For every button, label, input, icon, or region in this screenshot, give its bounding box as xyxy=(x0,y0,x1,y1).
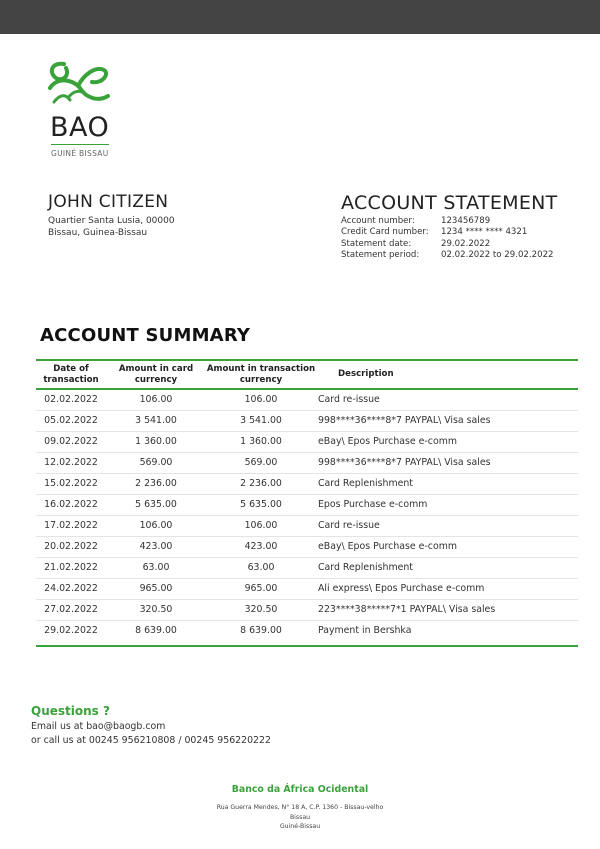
table-row xyxy=(36,537,578,558)
cell-card-amount: 2 236.00 xyxy=(135,477,177,489)
statement-details xyxy=(341,216,554,261)
field-value: 123456789 xyxy=(441,216,491,226)
cell-description: Epos Purchase e-comm xyxy=(318,498,428,510)
header-card-amount: Amount in card currency xyxy=(118,363,194,385)
bao-leaf-logo-icon xyxy=(44,58,114,110)
statement-field-card-number xyxy=(341,227,554,238)
cell-date: 15.02.2022 xyxy=(44,477,98,489)
field-label: Credit Card number: xyxy=(341,227,429,238)
cell-card-amount: 965.00 xyxy=(139,582,173,594)
cell-tx-amount: 965.00 xyxy=(244,582,278,594)
header-date: Date of transaction xyxy=(43,363,99,385)
cell-description: eBay\ Epos Purchase e-comm xyxy=(318,435,457,447)
cell-description: eBay\ Epos Purchase e-comm xyxy=(318,540,457,552)
cell-date: 24.02.2022 xyxy=(44,582,98,594)
cell-date: 27.02.2022 xyxy=(44,603,98,615)
table-header xyxy=(36,361,578,388)
header-description: Description xyxy=(338,369,394,379)
top-bar xyxy=(0,0,600,34)
transactions-table xyxy=(36,359,578,647)
footer-bank-name: Banco da África Ocidental xyxy=(231,784,369,795)
table-row xyxy=(36,411,578,432)
table-row xyxy=(36,600,578,621)
statement-field-date xyxy=(341,239,554,250)
customer-address xyxy=(48,215,175,239)
questions-heading: Questions ? xyxy=(31,704,110,718)
customer-address-line: Bissau, Guinea-Bissau xyxy=(48,228,148,238)
cell-tx-amount: 2 236.00 xyxy=(240,477,282,489)
statement-field-period xyxy=(341,250,554,261)
field-label: Statement date: xyxy=(341,238,412,249)
cell-date: 20.02.2022 xyxy=(44,540,98,552)
cell-description: 998****36****8*7 PAYPAL\ Visa sales xyxy=(318,414,491,426)
cell-tx-amount: 3 541.00 xyxy=(240,414,282,426)
footer-address-line: Guiné-Bissau xyxy=(279,823,321,830)
field-value: 29.02.2022 xyxy=(441,238,491,249)
statement-field-account-number xyxy=(341,216,554,227)
table-body xyxy=(36,390,578,641)
cell-date: 16.02.2022 xyxy=(44,498,98,510)
logo-subtitle: GUINÉ BISSAU xyxy=(51,149,109,158)
cell-card-amount: 63.00 xyxy=(142,561,170,573)
logo-name: BAO xyxy=(50,112,110,143)
field-label: Account number: xyxy=(341,216,415,226)
cell-card-amount: 5 635.00 xyxy=(135,498,177,510)
logo-divider xyxy=(51,144,109,145)
cell-date: 17.02.2022 xyxy=(44,519,98,531)
cell-tx-amount: 63.00 xyxy=(247,561,275,573)
cell-tx-amount: 5 635.00 xyxy=(240,498,282,510)
field-label: Statement period: xyxy=(341,249,420,260)
cell-date: 05.02.2022 xyxy=(44,414,98,426)
cell-description: Card Replenishment xyxy=(318,477,413,489)
cell-card-amount: 106.00 xyxy=(139,393,173,405)
cell-description: 223****38*****7*1 PAYPAL\ Visa sales xyxy=(318,603,496,615)
cell-card-amount: 320.50 xyxy=(139,603,173,615)
cell-tx-amount: 320.50 xyxy=(244,603,278,615)
table-row xyxy=(36,621,578,641)
table-row xyxy=(36,579,578,600)
cell-description: Card re-issue xyxy=(318,393,380,405)
cell-card-amount: 423.00 xyxy=(139,540,173,552)
statement-title: ACCOUNT STATEMENT xyxy=(341,192,558,214)
bank-logo xyxy=(44,58,120,110)
table-row xyxy=(36,495,578,516)
table-row xyxy=(36,474,578,495)
header-tx-amount: Amount in transaction currency xyxy=(206,363,316,385)
table-row xyxy=(36,432,578,453)
cell-description: Card re-issue xyxy=(318,519,380,531)
customer-address-line: Quartier Santa Lusia, 00000 xyxy=(48,216,175,226)
contact-phone: or call us at 00245 956210808 / 00245 956220222 xyxy=(31,734,271,746)
contact-info xyxy=(31,720,271,747)
cell-card-amount: 106.00 xyxy=(139,519,173,531)
table-row xyxy=(36,453,578,474)
cell-date: 02.02.2022 xyxy=(44,393,98,405)
cell-tx-amount: 106.00 xyxy=(244,393,278,405)
cell-card-amount: 1 360.00 xyxy=(135,435,177,447)
field-value: 02.02.2022 to 29.02.2022 xyxy=(441,249,554,260)
field-value: 1234 **** **** 4321 xyxy=(441,227,528,238)
cell-tx-amount: 423.00 xyxy=(244,540,278,552)
cell-date: 21.02.2022 xyxy=(44,561,98,573)
customer-name: JOHN CITIZEN xyxy=(48,192,169,212)
cell-date: 12.02.2022 xyxy=(44,456,98,468)
summary-title: ACCOUNT SUMMARY xyxy=(40,325,251,346)
cell-card-amount: 569.00 xyxy=(139,456,173,468)
contact-email: Email us at bao@baogb.com xyxy=(31,721,166,732)
cell-tx-amount: 569.00 xyxy=(244,456,278,468)
cell-card-amount: 3 541.00 xyxy=(135,414,177,426)
cell-date: 29.02.2022 xyxy=(44,624,98,636)
table-bottom-rule xyxy=(36,645,578,647)
footer-address xyxy=(0,803,600,832)
cell-description: Card Replenishment xyxy=(318,561,413,573)
footer-address-line: Bissau xyxy=(289,813,311,821)
cell-tx-amount: 8 639.00 xyxy=(240,624,282,636)
footer-address-line: Rua Guerra Mendes, N° 18 A, C.P. 1360 - Bissau-velho xyxy=(216,804,384,811)
cell-card-amount: 8 639.00 xyxy=(135,624,177,636)
table-row xyxy=(36,558,578,579)
cell-description: 998****36****8*7 PAYPAL\ Visa sales xyxy=(318,456,491,468)
cell-tx-amount: 106.00 xyxy=(244,519,278,531)
table-row xyxy=(36,516,578,537)
cell-tx-amount: 1 360.00 xyxy=(240,435,282,447)
cell-date: 09.02.2022 xyxy=(44,435,98,447)
cell-description: Ali express\ Epos Purchase e-comm xyxy=(318,582,485,594)
cell-description: Payment in Bershka xyxy=(318,624,412,636)
table-row xyxy=(36,390,578,411)
